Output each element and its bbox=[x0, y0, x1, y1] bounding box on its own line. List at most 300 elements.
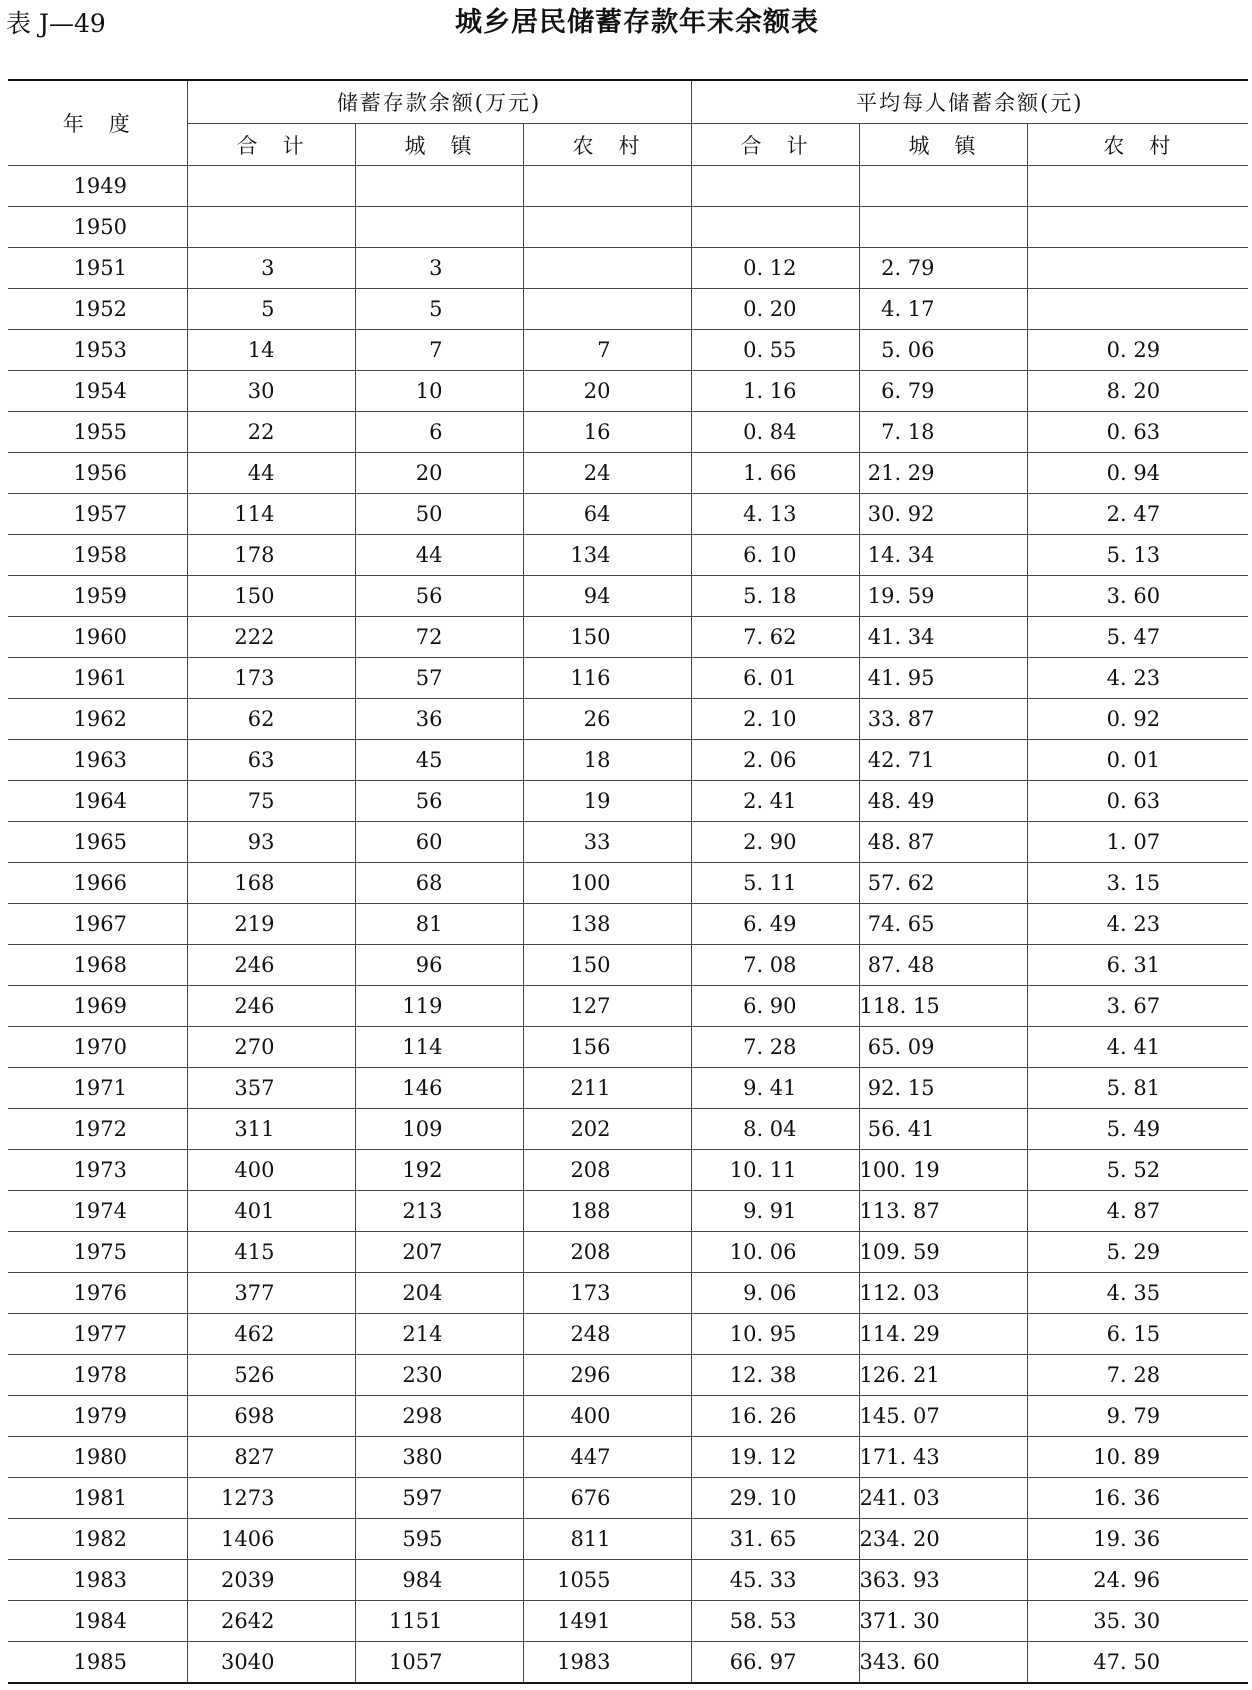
table-row bbox=[8, 986, 1248, 1027]
deposit-rural-cell: 134 bbox=[523, 535, 691, 576]
deposit-rural-header: 农 村 bbox=[523, 124, 691, 166]
deposit-rural-cell: 150 bbox=[523, 617, 691, 658]
per-capita-rural-cell bbox=[1027, 166, 1248, 207]
per-capita-urban-cell: 7. 18 bbox=[859, 412, 1027, 453]
deposit-rural-cell bbox=[523, 166, 691, 207]
per-capita-total-cell: 9. 91 bbox=[691, 1191, 859, 1232]
table-row bbox=[8, 699, 1248, 740]
per-capita-rural-cell: 8. 20 bbox=[1027, 371, 1248, 412]
year-cell: 1950 bbox=[8, 207, 187, 248]
year-cell: 1959 bbox=[8, 576, 187, 617]
per-capita-total-cell: 29. 10 bbox=[691, 1478, 859, 1519]
table-body bbox=[8, 166, 1248, 1684]
table-row bbox=[8, 1150, 1248, 1191]
per-capita-total-header: 合 计 bbox=[691, 124, 859, 166]
per-capita-rural-cell: 0. 63 bbox=[1027, 781, 1248, 822]
deposit-total-cell: 526 bbox=[187, 1355, 355, 1396]
table-row bbox=[8, 904, 1248, 945]
deposit-urban-cell: 1151 bbox=[355, 1601, 523, 1642]
per-capita-group-header: 平均每人储蓄余额(元) bbox=[691, 80, 1248, 124]
per-capita-urban-cell: 57. 62 bbox=[859, 863, 1027, 904]
deposit-urban-cell: 213 bbox=[355, 1191, 523, 1232]
deposit-rural-cell: 248 bbox=[523, 1314, 691, 1355]
per-capita-total-cell: 45. 33 bbox=[691, 1560, 859, 1601]
per-capita-urban-cell: 241. 03 bbox=[859, 1478, 1027, 1519]
deposit-urban-cell: 1057 bbox=[355, 1642, 523, 1684]
per-capita-total-cell: 0. 55 bbox=[691, 330, 859, 371]
table-row bbox=[8, 1191, 1248, 1232]
table-row bbox=[8, 1068, 1248, 1109]
per-capita-urban-cell: 56. 41 bbox=[859, 1109, 1027, 1150]
per-capita-rural-cell: 0. 01 bbox=[1027, 740, 1248, 781]
deposit-total-cell: 178 bbox=[187, 535, 355, 576]
per-capita-rural-cell: 0. 63 bbox=[1027, 412, 1248, 453]
deposit-balance-group-header: 储蓄存款余额(万元) bbox=[187, 80, 691, 124]
deposit-rural-cell: 20 bbox=[523, 371, 691, 412]
deposit-total-cell: 114 bbox=[187, 494, 355, 535]
table-row bbox=[8, 412, 1248, 453]
per-capita-rural-cell: 6. 15 bbox=[1027, 1314, 1248, 1355]
deposit-total-cell: 246 bbox=[187, 945, 355, 986]
deposit-urban-cell: 3 bbox=[355, 248, 523, 289]
deposit-rural-cell: 100 bbox=[523, 863, 691, 904]
deposit-rural-cell: 7 bbox=[523, 330, 691, 371]
table-row bbox=[8, 248, 1248, 289]
table-row bbox=[8, 1601, 1248, 1642]
per-capita-total-cell: 0. 20 bbox=[691, 289, 859, 330]
year-cell: 1972 bbox=[8, 1109, 187, 1150]
per-capita-rural-cell: 7. 28 bbox=[1027, 1355, 1248, 1396]
per-capita-total-cell: 9. 41 bbox=[691, 1068, 859, 1109]
year-cell: 1966 bbox=[8, 863, 187, 904]
deposit-urban-cell: 57 bbox=[355, 658, 523, 699]
per-capita-urban-cell: 113. 87 bbox=[859, 1191, 1027, 1232]
per-capita-urban-cell bbox=[859, 166, 1027, 207]
per-capita-rural-header: 农 村 bbox=[1027, 124, 1248, 166]
deposit-urban-cell: 20 bbox=[355, 453, 523, 494]
year-cell: 1985 bbox=[8, 1642, 187, 1684]
savings-table bbox=[8, 79, 1248, 1684]
per-capita-total-cell: 5. 11 bbox=[691, 863, 859, 904]
per-capita-total-cell bbox=[691, 207, 859, 248]
year-cell: 1973 bbox=[8, 1150, 187, 1191]
per-capita-total-cell: 2. 10 bbox=[691, 699, 859, 740]
per-capita-rural-cell: 9. 79 bbox=[1027, 1396, 1248, 1437]
per-capita-urban-cell: 5. 06 bbox=[859, 330, 1027, 371]
per-capita-total-cell: 66. 97 bbox=[691, 1642, 859, 1684]
deposit-rural-cell: 19 bbox=[523, 781, 691, 822]
deposit-urban-cell: 204 bbox=[355, 1273, 523, 1314]
table-row bbox=[8, 1396, 1248, 1437]
per-capita-rural-cell: 19. 36 bbox=[1027, 1519, 1248, 1560]
deposit-total-cell bbox=[187, 166, 355, 207]
per-capita-total-cell: 58. 53 bbox=[691, 1601, 859, 1642]
per-capita-rural-cell: 5. 13 bbox=[1027, 535, 1248, 576]
deposit-urban-cell: 5 bbox=[355, 289, 523, 330]
per-capita-rural-cell: 5. 52 bbox=[1027, 1150, 1248, 1191]
deposit-urban-cell: 597 bbox=[355, 1478, 523, 1519]
per-capita-rural-cell bbox=[1027, 248, 1248, 289]
deposit-urban-cell: 109 bbox=[355, 1109, 523, 1150]
per-capita-rural-cell: 4. 35 bbox=[1027, 1273, 1248, 1314]
table-row bbox=[8, 617, 1248, 658]
deposit-urban-cell: 207 bbox=[355, 1232, 523, 1273]
per-capita-urban-cell: 126. 21 bbox=[859, 1355, 1027, 1396]
deposit-urban-cell: 45 bbox=[355, 740, 523, 781]
table-row bbox=[8, 535, 1248, 576]
deposit-rural-cell: 447 bbox=[523, 1437, 691, 1478]
deposit-rural-cell: 156 bbox=[523, 1027, 691, 1068]
year-cell: 1961 bbox=[8, 658, 187, 699]
deposit-urban-cell: 56 bbox=[355, 576, 523, 617]
year-cell: 1968 bbox=[8, 945, 187, 986]
year-cell: 1977 bbox=[8, 1314, 187, 1355]
per-capita-total-cell bbox=[691, 166, 859, 207]
year-cell: 1955 bbox=[8, 412, 187, 453]
per-capita-rural-cell: 47. 50 bbox=[1027, 1642, 1248, 1684]
deposit-rural-cell: 18 bbox=[523, 740, 691, 781]
deposit-rural-cell: 150 bbox=[523, 945, 691, 986]
per-capita-rural-cell: 2. 47 bbox=[1027, 494, 1248, 535]
per-capita-total-cell: 6. 01 bbox=[691, 658, 859, 699]
per-capita-urban-cell: 343. 60 bbox=[859, 1642, 1027, 1684]
year-cell: 1958 bbox=[8, 535, 187, 576]
per-capita-urban-cell: 74. 65 bbox=[859, 904, 1027, 945]
table-row bbox=[8, 289, 1248, 330]
deposit-urban-cell: 192 bbox=[355, 1150, 523, 1191]
per-capita-total-cell: 6. 10 bbox=[691, 535, 859, 576]
deposit-total-cell: 311 bbox=[187, 1109, 355, 1150]
per-capita-rural-cell: 16. 36 bbox=[1027, 1478, 1248, 1519]
per-capita-rural-cell: 5. 47 bbox=[1027, 617, 1248, 658]
deposit-total-cell: 270 bbox=[187, 1027, 355, 1068]
table-row bbox=[8, 1642, 1248, 1684]
table-row bbox=[8, 1437, 1248, 1478]
table-row bbox=[8, 453, 1248, 494]
deposit-urban-cell: 6 bbox=[355, 412, 523, 453]
deposit-rural-cell: 188 bbox=[523, 1191, 691, 1232]
table-row bbox=[8, 1314, 1248, 1355]
per-capita-urban-cell: 48. 87 bbox=[859, 822, 1027, 863]
year-cell: 1960 bbox=[8, 617, 187, 658]
year-cell: 1952 bbox=[8, 289, 187, 330]
deposit-rural-cell: 676 bbox=[523, 1478, 691, 1519]
year-cell: 1954 bbox=[8, 371, 187, 412]
per-capita-rural-cell: 3. 67 bbox=[1027, 986, 1248, 1027]
deposit-rural-cell: 127 bbox=[523, 986, 691, 1027]
table-row bbox=[8, 207, 1248, 248]
year-cell: 1982 bbox=[8, 1519, 187, 1560]
deposit-total-cell: 63 bbox=[187, 740, 355, 781]
per-capita-urban-cell: 114. 29 bbox=[859, 1314, 1027, 1355]
per-capita-urban-cell: 19. 59 bbox=[859, 576, 1027, 617]
per-capita-urban-cell bbox=[859, 207, 1027, 248]
per-capita-total-cell: 6. 90 bbox=[691, 986, 859, 1027]
per-capita-rural-cell bbox=[1027, 207, 1248, 248]
year-cell: 1965 bbox=[8, 822, 187, 863]
table-row bbox=[8, 576, 1248, 617]
table-row bbox=[8, 1232, 1248, 1273]
year-cell: 1967 bbox=[8, 904, 187, 945]
deposit-urban-cell: 595 bbox=[355, 1519, 523, 1560]
page-title: 城乡居民储蓄存款年末余额表 bbox=[455, 7, 819, 38]
deposit-urban-cell bbox=[355, 207, 523, 248]
per-capita-total-cell: 4. 13 bbox=[691, 494, 859, 535]
per-capita-urban-cell: 41. 95 bbox=[859, 658, 1027, 699]
deposit-urban-cell: 230 bbox=[355, 1355, 523, 1396]
per-capita-rural-cell: 6. 31 bbox=[1027, 945, 1248, 986]
per-capita-rural-cell: 24. 96 bbox=[1027, 1560, 1248, 1601]
per-capita-urban-cell: 112. 03 bbox=[859, 1273, 1027, 1314]
year-cell: 1969 bbox=[8, 986, 187, 1027]
deposit-total-cell: 2039 bbox=[187, 1560, 355, 1601]
year-cell: 1971 bbox=[8, 1068, 187, 1109]
per-capita-urban-cell: 21. 29 bbox=[859, 453, 1027, 494]
per-capita-total-cell: 2. 06 bbox=[691, 740, 859, 781]
table-row bbox=[8, 166, 1248, 207]
deposit-total-cell: 246 bbox=[187, 986, 355, 1027]
year-cell: 1981 bbox=[8, 1478, 187, 1519]
deposit-urban-cell: 68 bbox=[355, 863, 523, 904]
deposit-total-cell: 2642 bbox=[187, 1601, 355, 1642]
deposit-urban-cell: 114 bbox=[355, 1027, 523, 1068]
deposit-rural-cell: 811 bbox=[523, 1519, 691, 1560]
per-capita-rural-cell: 5. 81 bbox=[1027, 1068, 1248, 1109]
per-capita-urban-cell: 33. 87 bbox=[859, 699, 1027, 740]
per-capita-rural-cell: 4. 23 bbox=[1027, 658, 1248, 699]
deposit-rural-cell: 1983 bbox=[523, 1642, 691, 1684]
per-capita-urban-cell: 2. 79 bbox=[859, 248, 1027, 289]
deposit-urban-cell: 50 bbox=[355, 494, 523, 535]
per-capita-urban-cell: 42. 71 bbox=[859, 740, 1027, 781]
deposit-rural-cell: 296 bbox=[523, 1355, 691, 1396]
per-capita-rural-cell: 3. 15 bbox=[1027, 863, 1248, 904]
table-number: 表 J—49 bbox=[6, 9, 106, 38]
table-row bbox=[8, 1478, 1248, 1519]
deposit-rural-cell: 1055 bbox=[523, 1560, 691, 1601]
year-cell: 1957 bbox=[8, 494, 187, 535]
year-cell: 1951 bbox=[8, 248, 187, 289]
table-row bbox=[8, 330, 1248, 371]
deposit-total-cell: 30 bbox=[187, 371, 355, 412]
per-capita-rural-cell: 4. 23 bbox=[1027, 904, 1248, 945]
deposit-total-cell: 377 bbox=[187, 1273, 355, 1314]
per-capita-total-cell: 1. 66 bbox=[691, 453, 859, 494]
deposit-total-cell: 44 bbox=[187, 453, 355, 494]
deposit-total-cell: 150 bbox=[187, 576, 355, 617]
per-capita-total-cell: 8. 04 bbox=[691, 1109, 859, 1150]
table-row bbox=[8, 1355, 1248, 1396]
per-capita-rural-cell bbox=[1027, 289, 1248, 330]
deposit-total-cell: 93 bbox=[187, 822, 355, 863]
year-cell: 1964 bbox=[8, 781, 187, 822]
year-cell: 1949 bbox=[8, 166, 187, 207]
per-capita-rural-cell: 1. 07 bbox=[1027, 822, 1248, 863]
deposit-urban-header: 城 镇 bbox=[355, 124, 523, 166]
deposit-urban-cell: 81 bbox=[355, 904, 523, 945]
year-cell: 1983 bbox=[8, 1560, 187, 1601]
per-capita-rural-cell: 4. 41 bbox=[1027, 1027, 1248, 1068]
per-capita-rural-cell: 5. 29 bbox=[1027, 1232, 1248, 1273]
per-capita-total-cell: 2. 41 bbox=[691, 781, 859, 822]
deposit-total-cell: 698 bbox=[187, 1396, 355, 1437]
deposit-rural-cell: 116 bbox=[523, 658, 691, 699]
deposit-total-cell: 401 bbox=[187, 1191, 355, 1232]
year-cell: 1970 bbox=[8, 1027, 187, 1068]
deposit-total-cell: 1273 bbox=[187, 1478, 355, 1519]
table-row bbox=[8, 1519, 1248, 1560]
year-cell: 1953 bbox=[8, 330, 187, 371]
deposit-rural-cell: 24 bbox=[523, 453, 691, 494]
per-capita-total-cell: 9. 06 bbox=[691, 1273, 859, 1314]
per-capita-rural-cell: 4. 87 bbox=[1027, 1191, 1248, 1232]
per-capita-total-cell: 7. 08 bbox=[691, 945, 859, 986]
year-cell: 1963 bbox=[8, 740, 187, 781]
deposit-urban-cell: 44 bbox=[355, 535, 523, 576]
per-capita-urban-cell: 92. 15 bbox=[859, 1068, 1027, 1109]
per-capita-urban-cell: 4. 17 bbox=[859, 289, 1027, 330]
deposit-urban-cell: 119 bbox=[355, 986, 523, 1027]
deposit-urban-cell: 72 bbox=[355, 617, 523, 658]
per-capita-urban-cell: 363. 93 bbox=[859, 1560, 1027, 1601]
deposit-urban-cell: 298 bbox=[355, 1396, 523, 1437]
deposit-urban-cell: 214 bbox=[355, 1314, 523, 1355]
deposit-rural-cell bbox=[523, 207, 691, 248]
deposit-total-cell: 3 bbox=[187, 248, 355, 289]
per-capita-total-cell: 7. 62 bbox=[691, 617, 859, 658]
deposit-urban-cell: 10 bbox=[355, 371, 523, 412]
deposit-urban-cell: 60 bbox=[355, 822, 523, 863]
table-row bbox=[8, 1109, 1248, 1150]
table-row bbox=[8, 494, 1248, 535]
deposit-rural-cell: 1491 bbox=[523, 1601, 691, 1642]
per-capita-rural-cell: 10. 89 bbox=[1027, 1437, 1248, 1478]
per-capita-urban-cell: 234. 20 bbox=[859, 1519, 1027, 1560]
per-capita-total-cell: 16. 26 bbox=[691, 1396, 859, 1437]
per-capita-urban-cell: 30. 92 bbox=[859, 494, 1027, 535]
deposit-urban-cell: 36 bbox=[355, 699, 523, 740]
table-row bbox=[8, 371, 1248, 412]
deposit-urban-cell bbox=[355, 166, 523, 207]
deposit-total-cell: 75 bbox=[187, 781, 355, 822]
deposit-total-header: 合 计 bbox=[187, 124, 355, 166]
year-cell: 1975 bbox=[8, 1232, 187, 1273]
per-capita-rural-cell: 0. 92 bbox=[1027, 699, 1248, 740]
per-capita-rural-cell: 35. 30 bbox=[1027, 1601, 1248, 1642]
per-capita-total-cell: 2. 90 bbox=[691, 822, 859, 863]
deposit-rural-cell: 33 bbox=[523, 822, 691, 863]
per-capita-total-cell: 12. 38 bbox=[691, 1355, 859, 1396]
table-row bbox=[8, 781, 1248, 822]
per-capita-rural-cell: 0. 29 bbox=[1027, 330, 1248, 371]
per-capita-urban-header: 城 镇 bbox=[859, 124, 1027, 166]
per-capita-rural-cell: 0. 94 bbox=[1027, 453, 1248, 494]
deposit-rural-cell: 208 bbox=[523, 1150, 691, 1191]
per-capita-total-cell: 31. 65 bbox=[691, 1519, 859, 1560]
per-capita-rural-cell: 3. 60 bbox=[1027, 576, 1248, 617]
year-cell: 1974 bbox=[8, 1191, 187, 1232]
table-row bbox=[8, 740, 1248, 781]
per-capita-total-cell: 10. 06 bbox=[691, 1232, 859, 1273]
per-capita-total-cell: 19. 12 bbox=[691, 1437, 859, 1478]
deposit-rural-cell bbox=[523, 289, 691, 330]
year-cell: 1978 bbox=[8, 1355, 187, 1396]
per-capita-total-cell: 0. 12 bbox=[691, 248, 859, 289]
table-row bbox=[8, 863, 1248, 904]
deposit-total-cell: 173 bbox=[187, 658, 355, 699]
deposit-total-cell: 3040 bbox=[187, 1642, 355, 1684]
deposit-total-cell: 415 bbox=[187, 1232, 355, 1273]
per-capita-urban-cell: 100. 19 bbox=[859, 1150, 1027, 1191]
deposit-rural-cell: 138 bbox=[523, 904, 691, 945]
deposit-rural-cell: 26 bbox=[523, 699, 691, 740]
table-row bbox=[8, 822, 1248, 863]
deposit-total-cell bbox=[187, 207, 355, 248]
per-capita-urban-cell: 6. 79 bbox=[859, 371, 1027, 412]
year-column-header: 年 度 bbox=[8, 80, 187, 166]
per-capita-urban-cell: 118. 15 bbox=[859, 986, 1027, 1027]
per-capita-total-cell: 10. 95 bbox=[691, 1314, 859, 1355]
per-capita-urban-cell: 48. 49 bbox=[859, 781, 1027, 822]
year-cell: 1976 bbox=[8, 1273, 187, 1314]
deposit-total-cell: 400 bbox=[187, 1150, 355, 1191]
deposit-total-cell: 62 bbox=[187, 699, 355, 740]
deposit-urban-cell: 7 bbox=[355, 330, 523, 371]
deposit-urban-cell: 380 bbox=[355, 1437, 523, 1478]
deposit-total-cell: 222 bbox=[187, 617, 355, 658]
deposit-rural-cell: 208 bbox=[523, 1232, 691, 1273]
deposit-rural-cell: 400 bbox=[523, 1396, 691, 1437]
deposit-urban-cell: 56 bbox=[355, 781, 523, 822]
deposit-urban-cell: 96 bbox=[355, 945, 523, 986]
deposit-rural-cell: 202 bbox=[523, 1109, 691, 1150]
table-row bbox=[8, 945, 1248, 986]
per-capita-total-cell: 1. 16 bbox=[691, 371, 859, 412]
deposit-total-cell: 357 bbox=[187, 1068, 355, 1109]
year-cell: 1962 bbox=[8, 699, 187, 740]
per-capita-total-cell: 6. 49 bbox=[691, 904, 859, 945]
per-capita-urban-cell: 41. 34 bbox=[859, 617, 1027, 658]
deposit-total-cell: 462 bbox=[187, 1314, 355, 1355]
table-row bbox=[8, 1273, 1248, 1314]
deposit-total-cell: 1406 bbox=[187, 1519, 355, 1560]
table-row bbox=[8, 658, 1248, 699]
per-capita-total-cell: 10. 11 bbox=[691, 1150, 859, 1191]
deposit-urban-cell: 146 bbox=[355, 1068, 523, 1109]
per-capita-urban-cell: 65. 09 bbox=[859, 1027, 1027, 1068]
deposit-urban-cell: 984 bbox=[355, 1560, 523, 1601]
year-cell: 1984 bbox=[8, 1601, 187, 1642]
table-row bbox=[8, 1560, 1248, 1601]
deposit-total-cell: 168 bbox=[187, 863, 355, 904]
deposit-rural-cell: 94 bbox=[523, 576, 691, 617]
per-capita-total-cell: 7. 28 bbox=[691, 1027, 859, 1068]
deposit-total-cell: 219 bbox=[187, 904, 355, 945]
deposit-rural-cell: 211 bbox=[523, 1068, 691, 1109]
deposit-total-cell: 5 bbox=[187, 289, 355, 330]
per-capita-urban-cell: 87. 48 bbox=[859, 945, 1027, 986]
per-capita-urban-cell: 109. 59 bbox=[859, 1232, 1027, 1273]
deposit-rural-cell: 16 bbox=[523, 412, 691, 453]
per-capita-urban-cell: 145. 07 bbox=[859, 1396, 1027, 1437]
per-capita-urban-cell: 14. 34 bbox=[859, 535, 1027, 576]
deposit-total-cell: 14 bbox=[187, 330, 355, 371]
per-capita-total-cell: 0. 84 bbox=[691, 412, 859, 453]
deposit-rural-cell: 64 bbox=[523, 494, 691, 535]
deposit-rural-cell: 173 bbox=[523, 1273, 691, 1314]
deposit-rural-cell bbox=[523, 248, 691, 289]
year-cell: 1980 bbox=[8, 1437, 187, 1478]
